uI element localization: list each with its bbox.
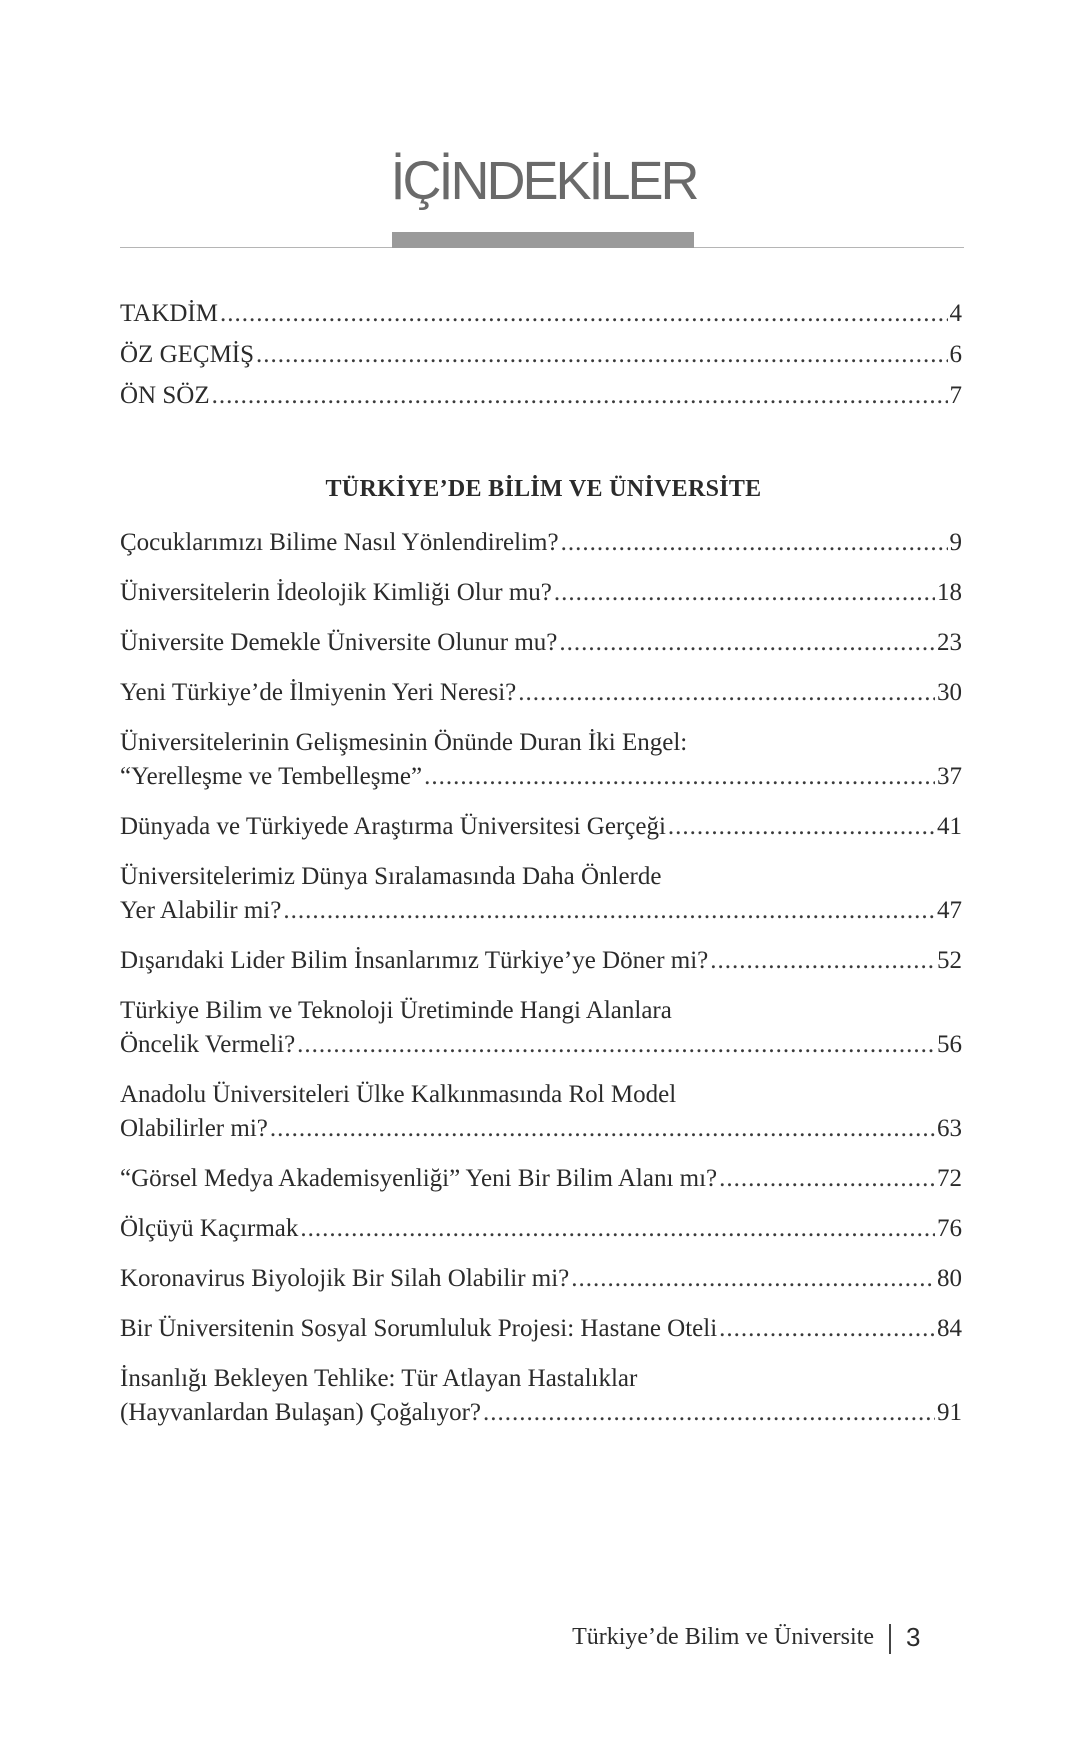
toc-entry-row (120, 676, 962, 710)
toc-entry-row (120, 626, 962, 660)
dot-leader (561, 526, 948, 560)
toc-entry-page: 37 (937, 763, 962, 790)
toc-entry-title: (Hayvanlardan Bulaşan) Çoğalıyor? (120, 1399, 481, 1426)
toc-entry-row (120, 1396, 962, 1430)
toc-entry-page: 76 (937, 1215, 962, 1242)
toc-entry-title: ÖN SÖZ (120, 382, 210, 409)
toc-entry-page: 6 (949, 341, 962, 368)
toc-entry-page: 23 (937, 629, 962, 656)
toc-entry-title: Ölçüyü Kaçırmak (120, 1215, 299, 1242)
toc-entry-title: Çocuklarımızı Bilime Nasıl Yönlendirelim? (120, 529, 559, 556)
toc-entry-row (120, 1212, 962, 1246)
toc-entry-title: “Yerelleşme ve Tembelleşme” (120, 763, 423, 790)
toc-entry-row (120, 1162, 962, 1196)
toc-entry-row (120, 297, 962, 331)
toc-entry-row (120, 576, 962, 610)
toc-entry-title-line: Anadolu Üniversiteleri Ülke Kalkınmasında Rol Model (120, 1081, 677, 1108)
toc-entry-title: Yer Alabilir mi? (120, 897, 282, 924)
toc-entry-row (120, 1262, 962, 1296)
toc-entry-row (120, 1028, 962, 1062)
dot-leader (256, 338, 947, 372)
dot-leader (424, 760, 935, 794)
toc-entry-page: 4 (949, 300, 962, 327)
toc-entry-title: “Görsel Medya Akademisyenliği” Yeni Bir Bilim Alanı mı? (120, 1165, 718, 1192)
toc-entry[interactable] (120, 676, 962, 710)
toc-entry-title: TAKDİM (120, 300, 218, 327)
toc-entry[interactable] (120, 1312, 962, 1346)
page-footer (0, 1622, 1087, 1662)
toc-entry-title-line: Üniversitelerinin Gelişmesinin Önünde Duran İki Engel: (120, 729, 688, 756)
toc-entry-page: 41 (937, 813, 962, 840)
dot-leader (270, 1112, 935, 1146)
toc-title-text: İÇİNDEKİLER (390, 151, 697, 211)
dot-leader (719, 1162, 935, 1196)
toc-entry-page: 7 (949, 382, 962, 409)
toc-entry-page: 47 (937, 897, 962, 924)
dot-leader (518, 676, 935, 710)
toc-entry[interactable] (120, 1078, 962, 1146)
dot-leader (559, 626, 935, 660)
toc-entry[interactable] (120, 1212, 962, 1246)
toc-entry-title: Üniversite Demekle Üniversite Olunur mu? (120, 629, 558, 656)
dot-leader (283, 894, 935, 928)
toc-entry-page: 52 (937, 947, 962, 974)
toc-entry-row (120, 526, 962, 560)
toc-entry[interactable] (120, 379, 962, 413)
toc-entry[interactable] (120, 726, 962, 794)
footer-book-title: Türkiye’de Bilim ve Üniversite (572, 1624, 874, 1650)
toc-entry-title-line: Türkiye Bilim ve Teknoloji Üretiminde Hangi Alanlara (120, 997, 672, 1024)
footer-separator (889, 1624, 891, 1654)
toc-entry-row (120, 944, 962, 978)
toc-entry-row (120, 1112, 962, 1146)
dot-leader (554, 576, 935, 610)
dot-leader (719, 1312, 935, 1346)
dot-leader (571, 1262, 935, 1296)
toc-entry[interactable] (120, 1362, 962, 1430)
toc-entry[interactable] (120, 526, 962, 560)
toc-entry-title-line: Üniversitelerimiz Dünya Sıralamasında Daha Önlerde (120, 863, 662, 890)
dot-leader (212, 379, 948, 413)
toc-entry-page: 9 (949, 529, 962, 556)
front-matter-list (120, 297, 962, 420)
toc-entry-title-line: İnsanlığı Bekleyen Tehlike: Tür Atlayan Hastalıklar (120, 1365, 638, 1392)
dot-leader (297, 1028, 935, 1062)
toc-title (0, 150, 1087, 212)
dot-leader (483, 1396, 935, 1430)
dot-leader (710, 944, 935, 978)
toc-entry-page: 30 (937, 679, 962, 706)
toc-entry-row (120, 338, 962, 372)
toc-entry[interactable] (120, 338, 962, 372)
toc-entry-row (120, 760, 962, 794)
toc-entry-title: Dışarıdaki Lider Bilim İnsanlarımız Türkiye’ye Döner mi? (120, 947, 709, 974)
chapter-list (120, 526, 962, 1446)
toc-entry-page: 72 (937, 1165, 962, 1192)
toc-entry[interactable] (120, 1262, 962, 1296)
footer-page-number: 3 (906, 1622, 921, 1652)
toc-entry[interactable] (120, 944, 962, 978)
toc-entry-title: Üniversitelerin İdeolojik Kimliği Olur mu? (120, 579, 552, 606)
toc-entry-row (120, 379, 962, 413)
toc-entry-title: Dünyada ve Türkiyede Araştırma Üniversitesi Gerçeği (120, 813, 666, 840)
toc-entry-title: Koronavirus Biyolojik Bir Silah Olabilir mi? (120, 1265, 570, 1292)
title-accent-bar (392, 232, 694, 248)
toc-entry-page: 84 (937, 1315, 962, 1342)
toc-entry-page: 56 (937, 1031, 962, 1058)
toc-entry[interactable] (120, 576, 962, 610)
toc-entry-row (120, 894, 962, 928)
toc-entry[interactable] (120, 860, 962, 928)
toc-entry-title: Öncelik Vermeli? (120, 1031, 296, 1058)
toc-entry-row (120, 810, 962, 844)
toc-entry-title: ÖZ GEÇMİŞ (120, 341, 255, 368)
toc-entry-page: 18 (937, 579, 962, 606)
toc-entry[interactable] (120, 297, 962, 331)
toc-entry[interactable] (120, 810, 962, 844)
toc-entry-page: 80 (937, 1265, 962, 1292)
toc-entry[interactable] (120, 994, 962, 1062)
toc-entry-title: Yeni Türkiye’de İlmiyenin Yeri Neresi? (120, 679, 517, 706)
toc-entry-title: Bir Üniversitenin Sosyal Sorumluluk Projesi: Hastane Oteli (120, 1315, 718, 1342)
section-heading: TÜRKİYE’DE BİLİM VE ÜNİVERSİTE (325, 476, 762, 502)
toc-entry-title: Olabilirler mi? (120, 1115, 268, 1142)
dot-leader (300, 1212, 935, 1246)
toc-entry-row (120, 1312, 962, 1346)
dot-leader (220, 297, 948, 331)
toc-entry[interactable] (120, 1162, 962, 1196)
toc-entry-page: 63 (937, 1115, 962, 1142)
dot-leader (668, 810, 935, 844)
toc-entry[interactable] (120, 626, 962, 660)
toc-entry-page: 91 (937, 1399, 962, 1426)
